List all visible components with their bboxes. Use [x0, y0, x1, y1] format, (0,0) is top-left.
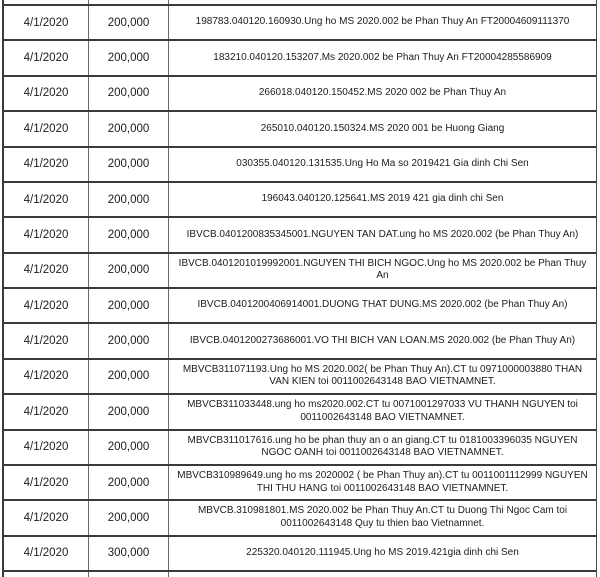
- table-row: [2, 393, 597, 428]
- table-cell-description: MBVCB311033448.ung ho ms2020.002.CT tu 0071001297033 VU THANH NGUYEN toi 0011002643148 BAO VIETNAMNET.: [168, 395, 596, 428]
- table-cell-date: 4/1/2020: [23, 511, 69, 524]
- table-row: [2, 181, 597, 216]
- table-cell-amount: 200,000: [88, 148, 168, 181]
- table-cell-date: 4/1/2020: [23, 264, 69, 277]
- table-cell-description: 183210.040120.153207.Ms 2020.002 be Phan Thuy An FT20004285586909: [168, 41, 596, 74]
- table-row: [2, 358, 597, 393]
- table-cell-date: 4/1/2020: [23, 158, 69, 171]
- table-row: [2, 287, 597, 322]
- table-cell-description: 030355.040120.131535.Ung Ho Ma so 2019421 Gia dinh Chi Sen: [168, 148, 596, 181]
- table-cell-date: 4/1/2020: [23, 547, 69, 560]
- table-cell-description: IBVCB.0401201019992001.NGUYEN THI BICH NGOC.Ung ho MS 2020.002 be Phan Thuy An: [168, 254, 596, 287]
- table-cell-amount: 200,000: [88, 218, 168, 251]
- table-cell-date: 4/1/2020: [23, 441, 69, 454]
- table-cell-amount: 200,000: [88, 324, 168, 357]
- table-cell-description: 225320.040120.111945.Ung ho MS 2019.421gia dinh chi Sen: [168, 537, 596, 570]
- table-row: [2, 146, 597, 181]
- table-cell-amount: [88, 572, 168, 577]
- table-row: [2, 535, 597, 570]
- table-row: [2, 39, 597, 74]
- table-cell-amount: 300,000: [88, 537, 168, 570]
- table-cell-description: 266018.040120.150452.MS 2020 002 be Phan Thuy An: [168, 77, 596, 110]
- table-cell-amount: 200,000: [88, 183, 168, 216]
- table-cell-amount: 200,000: [88, 254, 168, 287]
- table-cell-description: MBVCB311017616.ung ho be phan thuy an o an giang.CT tu 0181003396035 NGUYEN NGOC OANH toi 0011002643148 BAO VIETNAMNET.: [168, 431, 596, 464]
- table-cell-amount: 200,000: [88, 41, 168, 74]
- table-cell-description: 198783.040120.160930.Ung ho MS 2020.002 be Phan Thuy An FT20004609111370: [168, 6, 596, 39]
- table-cell-amount: 200,000: [88, 501, 168, 534]
- table-cell-description: IBVCB.0401200406914001.DUONG THAT DUNG.MS 2020.002 (be Phan Thuy An): [168, 289, 596, 322]
- table-cell-amount: 200,000: [88, 289, 168, 322]
- table-cell-description: [168, 572, 596, 577]
- table-row: [2, 499, 597, 534]
- table-cell-amount: 200,000: [88, 360, 168, 393]
- table-cell-date: 4/1/2020: [23, 335, 69, 348]
- table-cell-description: MBVCB311071193.Ung ho MS 2020.002( be Phan Thuy An).CT tu 0971000003880 THAN VAN KIEN toi 0011002643148 BAO VIETNAMNET.: [168, 360, 596, 393]
- table-cell-date: 4/1/2020: [23, 476, 69, 489]
- table-row: [2, 110, 597, 145]
- table-cell-date: [4, 572, 88, 577]
- table-cell-description: 196043.040120.125641.MS 2019 421 gia dinh chi Sen: [168, 183, 596, 216]
- table-cell-description: MBVCB310989649.ung ho ms 2020002 ( be Phan Thuy an).CT tu 0011001112999 NGUYEN THI THU HANG toi 0011002643148 BAO VIETNAMNET.: [168, 466, 596, 499]
- table-row: [2, 252, 597, 287]
- table-cell-date: 4/1/2020: [23, 193, 69, 206]
- table-row: [2, 4, 597, 39]
- table-cell-amount: 200,000: [88, 112, 168, 145]
- table-cell-amount: 200,000: [88, 395, 168, 428]
- table-cell-amount: 200,000: [88, 6, 168, 39]
- table-cell-date: 4/1/2020: [23, 228, 69, 241]
- table-cell-date: 4/1/2020: [23, 122, 69, 135]
- table-row: [2, 216, 597, 251]
- table-row: [2, 464, 597, 499]
- table-cell-date: 4/1/2020: [23, 87, 69, 100]
- table-cell-date: 4/1/2020: [23, 52, 69, 65]
- table-cell-description: MBVCB.310981801.MS 2020.002 be Phan Thuy An.CT tu Duong Thi Ngoc Cam toi 0011002643148 Quy tu thien bao Vietnamnet.: [168, 501, 596, 534]
- table-row: [2, 75, 597, 110]
- table-cell-date: 4/1/2020: [23, 405, 69, 418]
- table-cell-amount: 200,000: [88, 431, 168, 464]
- table-cell-description: IBVCB.0401200835345001.NGUYEN TAN DAT.ung ho MS 2020.002 (be Phan Thuy An): [168, 218, 596, 251]
- table-row: [2, 429, 597, 464]
- transactions-table: [2, 0, 597, 577]
- table-cell-amount: 200,000: [88, 77, 168, 110]
- table-cell-description: 265010.040120.150324.MS 2020 001 be Huong Giang: [168, 112, 596, 145]
- table-cell-description: IBVCB.0401200273686001.VO THI BICH VAN LOAN.MS 2020.002 (be Phan Thuy An): [168, 324, 596, 357]
- table-cell-date: 4/1/2020: [23, 299, 69, 312]
- partial-row-bottom: [2, 570, 597, 577]
- table-cell-amount: 200,000: [88, 466, 168, 499]
- table-cell-date: 4/1/2020: [23, 370, 69, 383]
- table-cell-date: 4/1/2020: [23, 16, 69, 29]
- table-row: [2, 322, 597, 357]
